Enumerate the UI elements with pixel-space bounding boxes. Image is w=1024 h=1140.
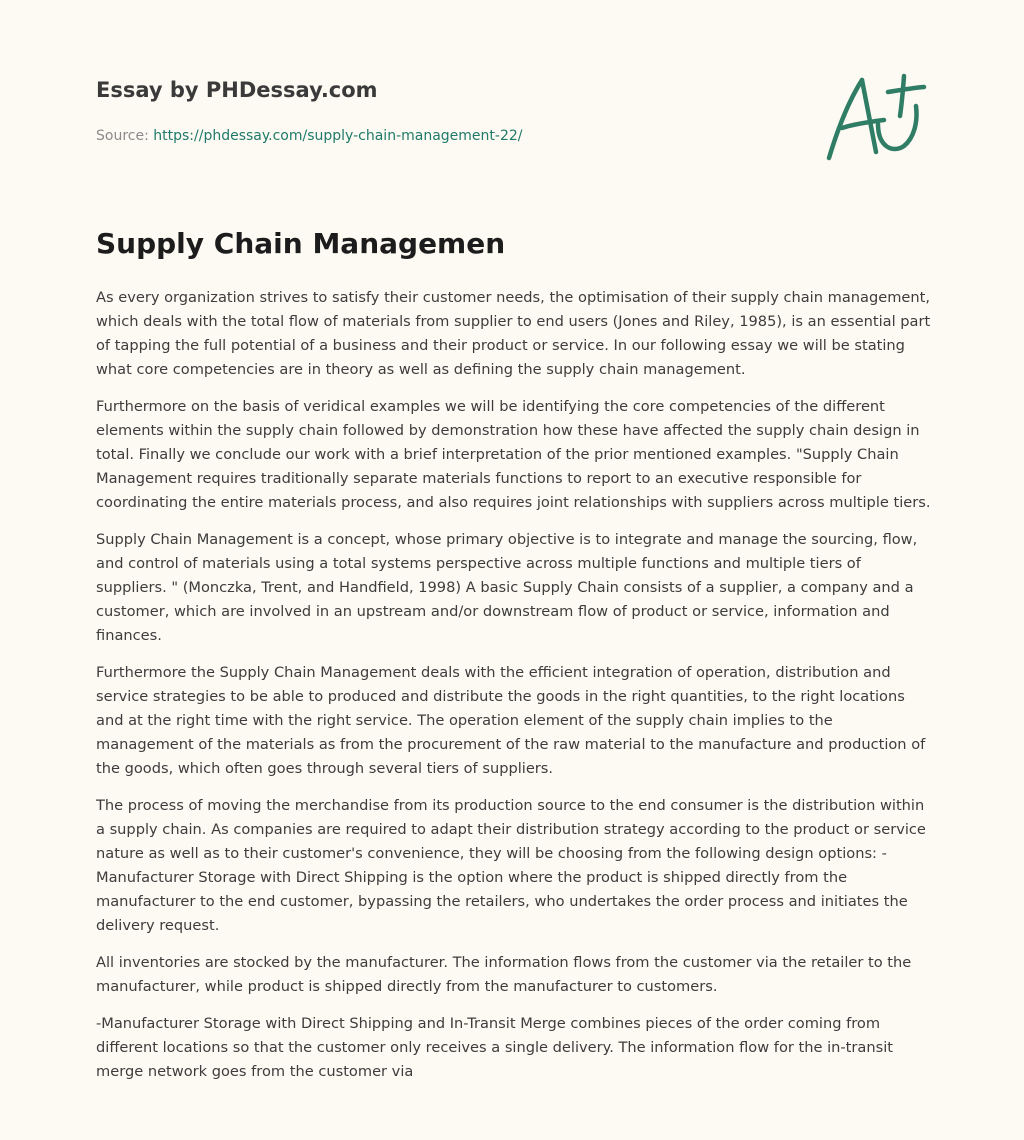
source-label: Source: [96, 128, 149, 144]
essay-paragraph: The process of moving the merchandise from its production source to the end consumer is the distribution within a supply chain. As companies are required to adapt their distribution strategy according to the product or service nature as well as to their customer's convenience, they will be choosing from the following design options: - Manufacturer Storage with Direct Shipping is the option where the product is shipped directly from the manufacturer to the end customer, bypassing the retailers, who undertakes the order process and initiates the delivery request. [96, 797, 926, 934]
essay-paragraph: Supply Chain Management is a concept, whose primary objective is to integrate and manage the sourcing, flow, and control of materials using a total systems perspective across multiple functions and multiple tiers of suppliers. " (Monczka, Trent, and Handfield, 1998) A basic Supply Chain consists of a supplier, a company and a customer, which are involved in an upstream and/or downstream flow of product or service, information and finances. [96, 531, 918, 644]
essay-paragraph: As every organization strives to satisfy their customer needs, the optimisation of their supply chain management, which deals with the total flow of materials from supplier to end users (Jones and Riley, 1985), is an essential part of tapping the full potential of a business and their product or service. In our following essay we will be stating what core competencies are in theory as well as defining the supply chain management. [96, 289, 931, 378]
a-plus-logo-icon [820, 66, 930, 166]
essay-paragraph: Furthermore the Supply Chain Management deals with the efficient integration of operation, distribution and service strategies to be able to produced and distribute the goods in the right quantities, to the right locations and at the right time with the right service. The operation element of the supply chain implies to the management of the materials as from the procurement of the raw material to the manufacture and production of the goods, which often goes through several tiers of suppliers. [96, 664, 926, 777]
page-header [96, 74, 716, 146]
source-link[interactable]: https://phdessay.com/supply-chain-management-22/ [153, 128, 523, 144]
essay-paragraph: Furthermore on the basis of veridical examples we will be identifying the core competencies of the different elements within the supply chain followed by demonstration how these have affected the supply chain design in total. Finally we conclude our work with a brief interpretation of the prior mentioned examples. "Supply Chain Management requires traditionally separate materials functions to report to an executive responsible for coordinating the entire materials process, and also requires joint relationships with suppliers across multiple tiers. [96, 398, 931, 511]
essay-paragraph: All inventories are stocked by the manufacturer. The information flows from the customer via the retailer to the manufacturer, while product is shipped directly from the manufacturer to customers. [96, 954, 912, 995]
essay-paragraph: -Manufacturer Storage with Direct Shipping and In-Transit Merge combines pieces of the order coming from different locations so that the customer only receives a single delivery. The information flow for the in-transit merge network goes from the customer via [96, 1015, 893, 1080]
source-line [96, 126, 716, 146]
essay-title: Supply Chain Managemen [96, 227, 506, 260]
site-title: Essay by PHDessay.com [96, 78, 378, 102]
essay-body [96, 286, 932, 1097]
